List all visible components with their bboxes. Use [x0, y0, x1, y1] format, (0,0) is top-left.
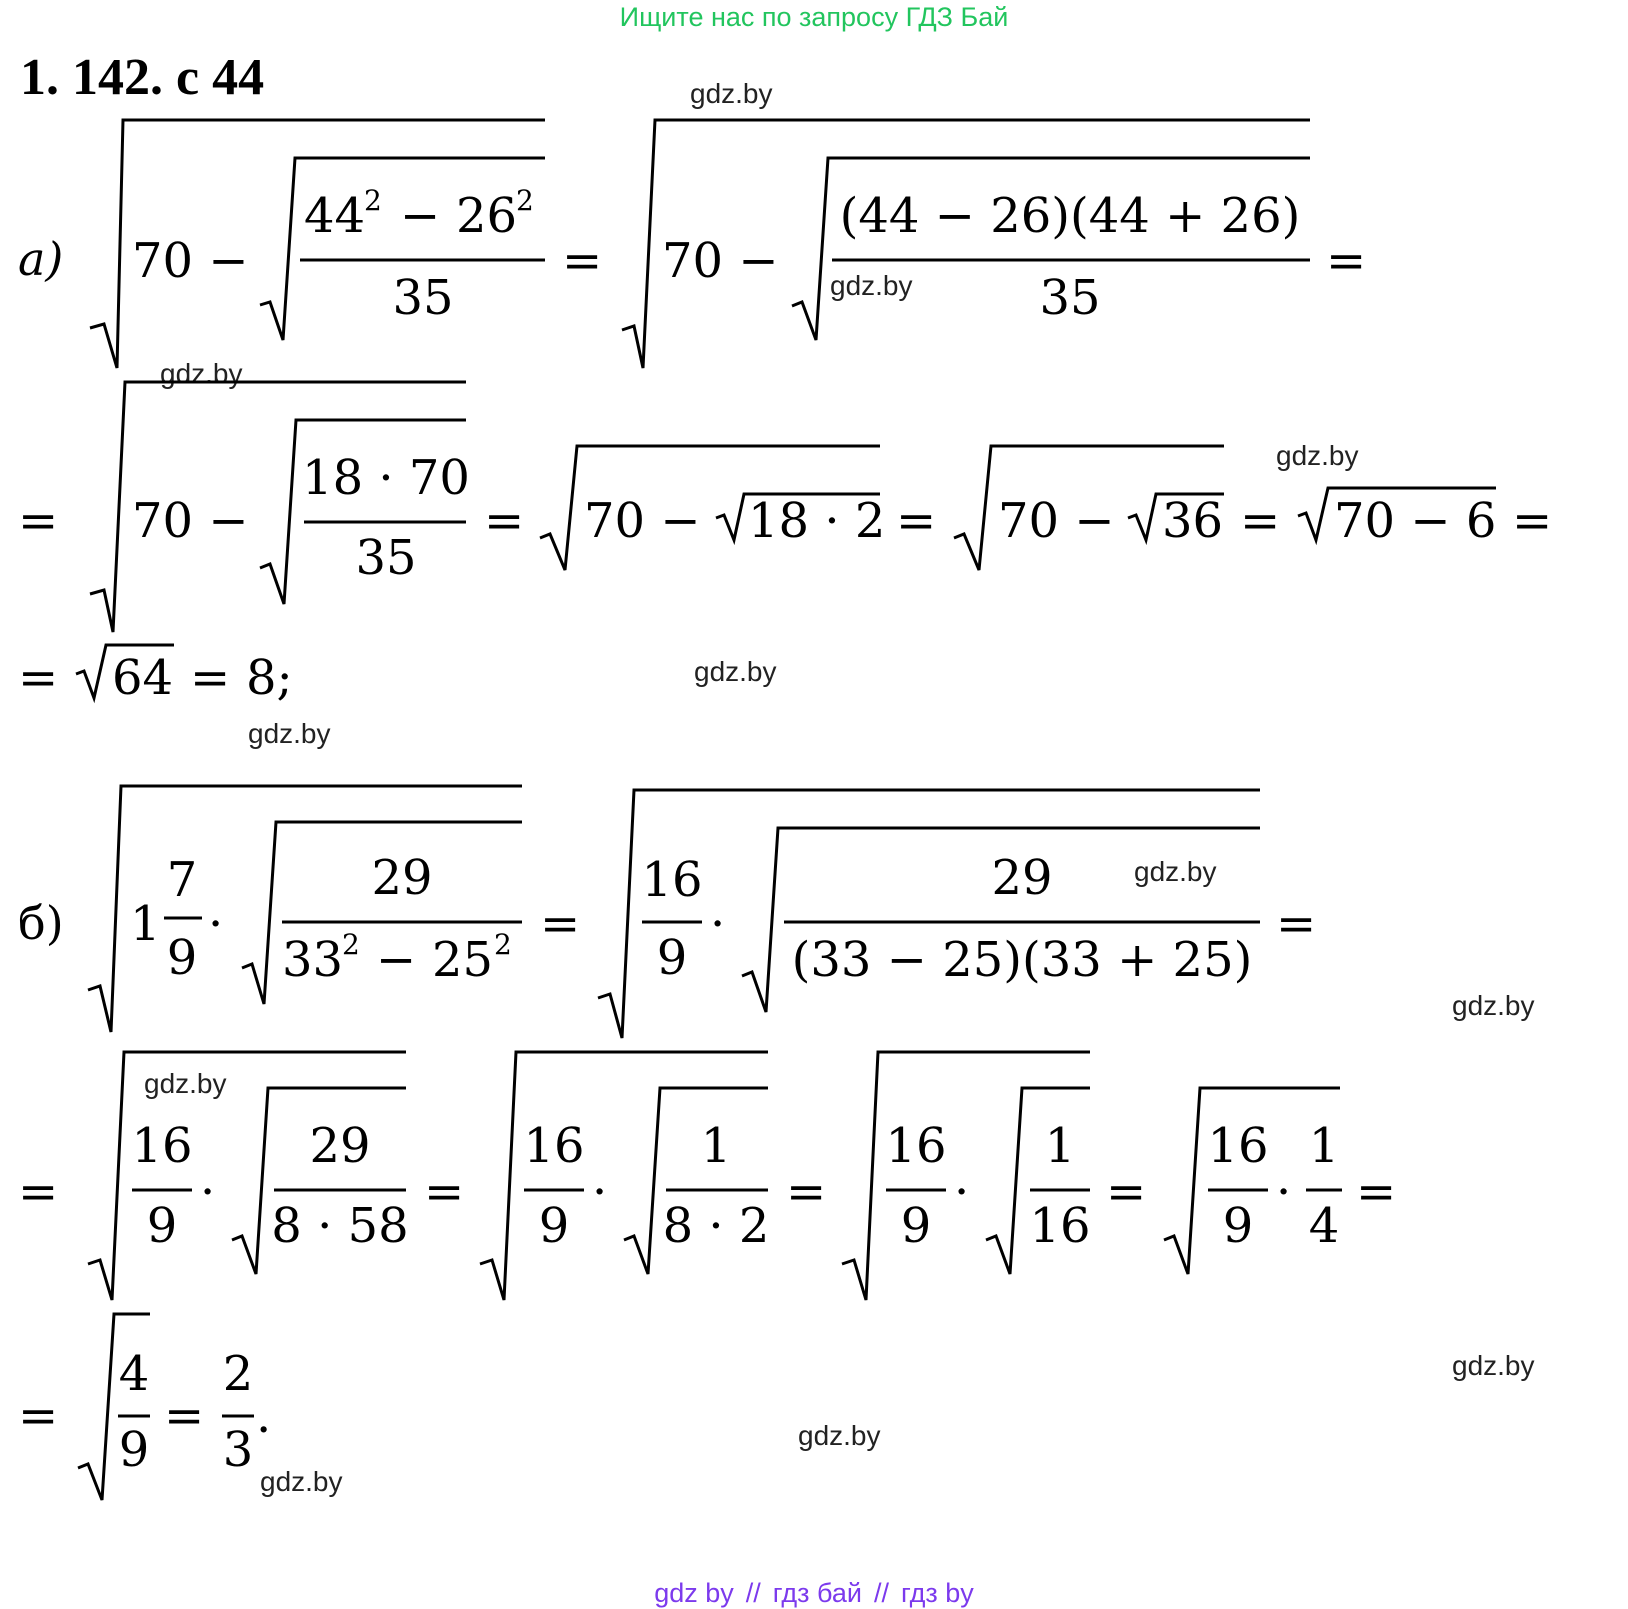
math-text: 9: [538, 1198, 570, 1254]
math-text: ·: [1276, 1164, 1292, 1220]
math-text: 1: [700, 1118, 732, 1174]
math-text: 70 −: [584, 493, 701, 549]
math-text: 9: [146, 1198, 178, 1254]
math-text: 70 − 6: [1334, 493, 1497, 549]
watermark: gdz.by: [160, 358, 243, 389]
top-banner: Ищите нас по запросу ГДЗ Бай: [619, 2, 1009, 32]
math-text: 1: [130, 896, 161, 952]
math-text: 16: [131, 1118, 193, 1174]
math-text: =: [18, 1164, 59, 1220]
math-text: ·: [208, 896, 224, 952]
watermark: gdz.by: [690, 78, 773, 109]
watermark: gdz.by: [260, 1466, 343, 1497]
watermark: gdz.by: [1452, 1350, 1535, 1381]
watermark: gdz.by: [1134, 856, 1217, 887]
math-text: (44 − 26)(44 + 26): [839, 188, 1301, 244]
math-text: 2: [222, 1346, 254, 1402]
math-text: 8 · 58: [271, 1198, 409, 1254]
page-title: 1. 142. с 44: [20, 49, 265, 106]
math-text: 4: [1308, 1198, 1340, 1254]
math-text: −: [400, 188, 441, 244]
math-text: .: [256, 1388, 272, 1444]
math-text: 9: [118, 1422, 150, 1478]
math-text: 2: [516, 184, 534, 217]
math-text: 35: [392, 270, 454, 326]
watermark: gdz.by: [798, 1420, 881, 1451]
footer-link[interactable]: gdz by: [654, 1578, 734, 1608]
math-text: ·: [200, 1164, 216, 1220]
watermark: gdz.by: [1276, 440, 1359, 471]
math-text: =: [1106, 1164, 1147, 1220]
math-text: 18 · 70: [302, 450, 470, 506]
footer-separator: //: [745, 1578, 761, 1608]
math-text: =: [190, 650, 231, 706]
watermark: gdz.by: [248, 718, 331, 749]
math-text: 9: [900, 1198, 932, 1254]
math-text: 64: [112, 650, 174, 706]
math-text: =: [18, 650, 59, 706]
math-text: ·: [592, 1164, 608, 1220]
math-text: 70 −: [998, 493, 1115, 549]
math-text: =: [1276, 896, 1317, 952]
math-text: (33 − 25)(33 + 25): [791, 932, 1253, 988]
math-text: −: [376, 932, 417, 988]
math-text: =: [540, 896, 581, 952]
watermark: gdz.by: [830, 270, 913, 301]
math-text: 16: [523, 1118, 585, 1174]
math-text: 36: [1162, 493, 1224, 549]
math-text: 7: [166, 852, 198, 908]
math-text: ·: [710, 896, 726, 952]
math-text: 3: [222, 1422, 254, 1478]
math-text: 35: [1039, 270, 1101, 326]
math-text: =: [786, 1164, 827, 1220]
math-text: 16: [641, 852, 703, 908]
math-text: 1: [1308, 1118, 1340, 1174]
math-text: 9: [166, 930, 198, 986]
watermark: gdz.by: [694, 656, 777, 687]
math-text: 70 −: [132, 493, 249, 549]
math-text: 70 −: [662, 233, 779, 289]
math-text: =: [164, 1388, 205, 1444]
math-text: 2: [342, 928, 360, 961]
math-text: 8;: [246, 650, 293, 706]
math-text: =: [424, 1164, 465, 1220]
math-text: 33: [282, 932, 344, 988]
math-text: =: [18, 493, 59, 549]
footer-link[interactable]: гдз бай: [772, 1578, 862, 1608]
math-text: 2: [364, 184, 382, 217]
math-text: =: [18, 1388, 59, 1444]
footer-separator: //: [873, 1578, 889, 1608]
math-text: 29: [309, 1118, 371, 1174]
footer-links: [0, 1578, 1628, 1609]
math-text: 9: [656, 930, 688, 986]
math-text: 9: [1222, 1198, 1254, 1254]
math-text: 35: [355, 530, 417, 586]
math-text: =: [1356, 1164, 1397, 1220]
math-text: 29: [371, 850, 433, 906]
part-a-label: a): [18, 232, 64, 286]
math-text: 18 · 2: [748, 493, 886, 549]
math-text: 2: [494, 928, 512, 961]
math-text: 4: [118, 1346, 150, 1402]
math-text: =: [1512, 493, 1553, 549]
math-text: 16: [1029, 1198, 1091, 1254]
math-text: 16: [885, 1118, 947, 1174]
math-text: =: [896, 493, 937, 549]
math-text: 1: [1044, 1118, 1076, 1174]
math-text: 70 −: [132, 233, 249, 289]
math-text: 16: [1207, 1118, 1269, 1174]
math-text: =: [484, 493, 525, 549]
math-text: 8 · 2: [662, 1198, 770, 1254]
math-text: 25: [432, 932, 494, 988]
math-text: =: [562, 233, 603, 289]
part-b-label: б): [18, 896, 64, 950]
math-text: 44: [304, 188, 366, 244]
math-text: =: [1240, 493, 1281, 549]
footer-link[interactable]: гдз by: [901, 1578, 974, 1608]
watermark: gdz.by: [144, 1068, 227, 1099]
math-text: ·: [954, 1164, 970, 1220]
math-text: 29: [991, 850, 1053, 906]
watermark: gdz.by: [1452, 990, 1535, 1021]
math-text: 26: [456, 188, 518, 244]
math-text: =: [1326, 233, 1367, 289]
